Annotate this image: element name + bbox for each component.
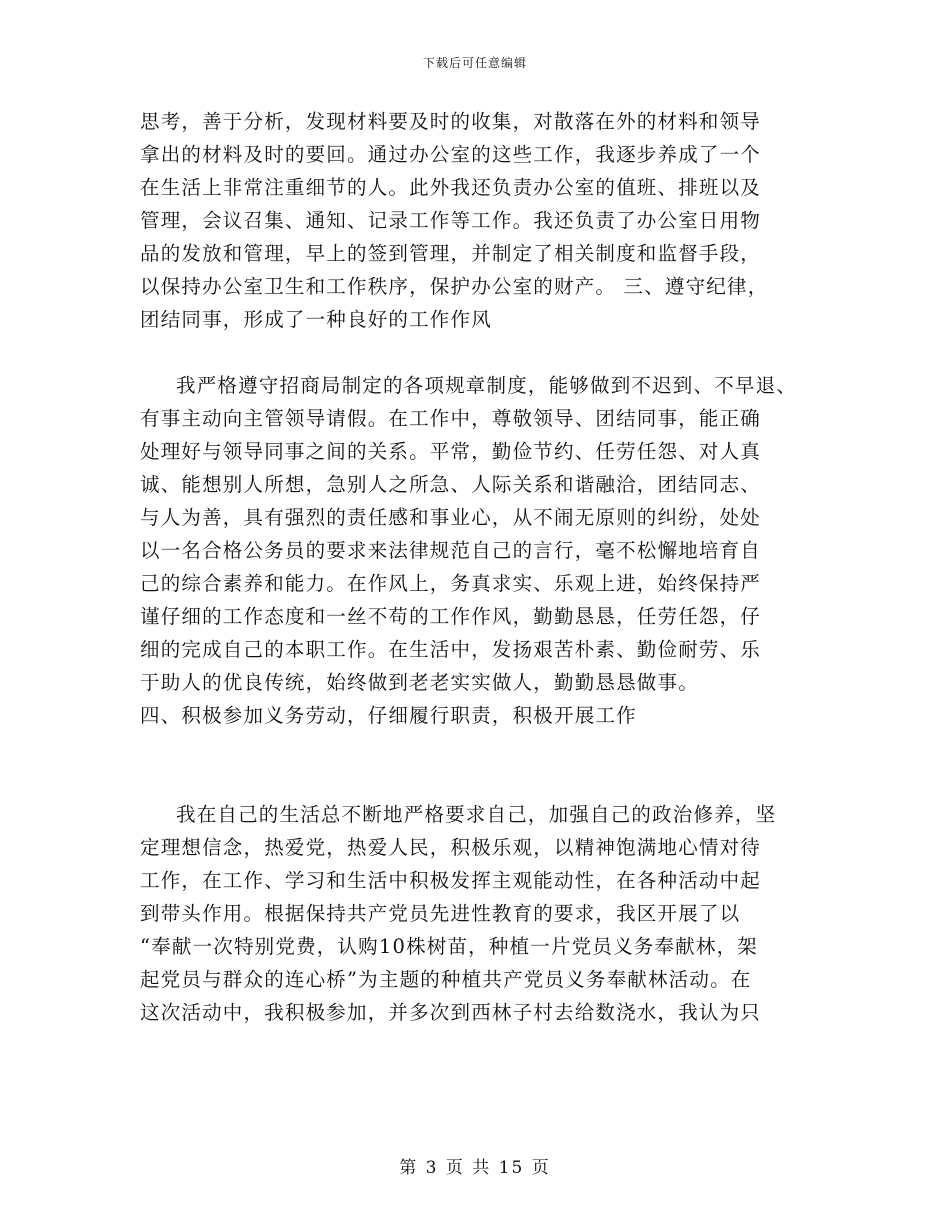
text-line: 管理，会议召集、通知、记录工作等工作。我还负责了办公室日用物	[140, 209, 762, 232]
text-line: 于助人的优良传统，始终做到老老实实做人，勤勤恳恳做事。	[140, 671, 699, 694]
section-heading	[140, 732, 820, 765]
paragraph-3	[140, 798, 820, 1029]
text-line: 我严格遵守招商局制定的各项规章制度，能够做到不迟到、不早退、	[176, 374, 798, 397]
paragraph-2	[140, 369, 820, 765]
page-header-note: 下载后可任意编辑	[422, 56, 527, 70]
text-line: 拿出的材料及时的要回。通过办公室的这些工作，我逐步养成了一个	[140, 143, 762, 166]
document-body	[140, 105, 820, 1029]
text-line: 定理想信念，热爱党，热爱人民，积极乐观，以精神饱满地心情对待	[140, 836, 762, 859]
text-line: 我在自己的生活总不断地严格要求自己，加强自己的政治修养，坚	[176, 803, 777, 826]
text-line: 品的发放和管理，早上的签到管理，并制定了相关制度和监督手段，	[140, 242, 762, 265]
text-line: 己的综合素养和能力。在作风上，务真求实、乐观上进，始终保持严	[140, 572, 762, 595]
text-line: “奉献一次特别党费，认购10株树苗，种植一片党员义务奉献林，架	[140, 935, 758, 958]
text-line: 起党员与群众的连心桥”为主题的种植共产党员义务奉献林活动。在	[140, 968, 752, 991]
text-line: 在生活上非常注重细节的人。此外我还负责办公室的值班、排班以及	[140, 176, 762, 199]
page-number: 第 3 页 共 15 页	[399, 1158, 551, 1178]
paragraph-1	[140, 105, 820, 336]
text-line: 工作，在工作、学习和生活中积极发挥主观能动性，在各种活动中起	[140, 869, 762, 892]
text-line: 这次活动中，我积极参加，并多次到西林子村去给数浇水，我认为只	[140, 1001, 762, 1024]
text-line: 有事主动向主管领导请假。在工作中，尊敬领导、团结同事，能正确	[140, 407, 762, 430]
text-line: 思考，善于分析，发现材料要及时的收集，对散落在外的材料和领导	[140, 110, 762, 133]
text-line: 诚、能想别人所想，急别人之所急、人际关系和谐融洽，团结同志、	[140, 473, 762, 496]
text-line: 到带头作用。根据保持共产党员先进性教育的要求，我区开展了以	[140, 902, 741, 925]
text-line: 细的完成自己的本职工作。在生活中，发扬艰苦朴素、勤俭耐劳、乐	[140, 638, 762, 661]
text-line: 团结同事，形成了一种良好的工作作风	[140, 308, 492, 331]
text-line: 以一名合格公务员的要求来法律规范自己的言行，毫不松懈地培育自	[140, 539, 762, 562]
text-line: 与人为善，具有强烈的责任感和事业心，从不闹无原则的纠纷，处处	[140, 506, 762, 529]
text-line: 四、积极参加义务劳动，仔细履行职责，积极开展工作	[140, 704, 637, 727]
paragraph-gap	[140, 336, 820, 369]
text-line: 谨仔细的工作态度和一丝不苟的工作作风，勤勤恳恳，任劳任怨，仔	[140, 605, 762, 628]
text-line: 以保持办公室卫生和工作秩序，保护办公室的财产。 三、遵守纪律，	[140, 275, 769, 298]
text-line: 处理好与领导同事之间的关系。平常，勤俭节约、任劳任怨、对人真	[140, 440, 762, 463]
paragraph-gap	[140, 765, 820, 798]
